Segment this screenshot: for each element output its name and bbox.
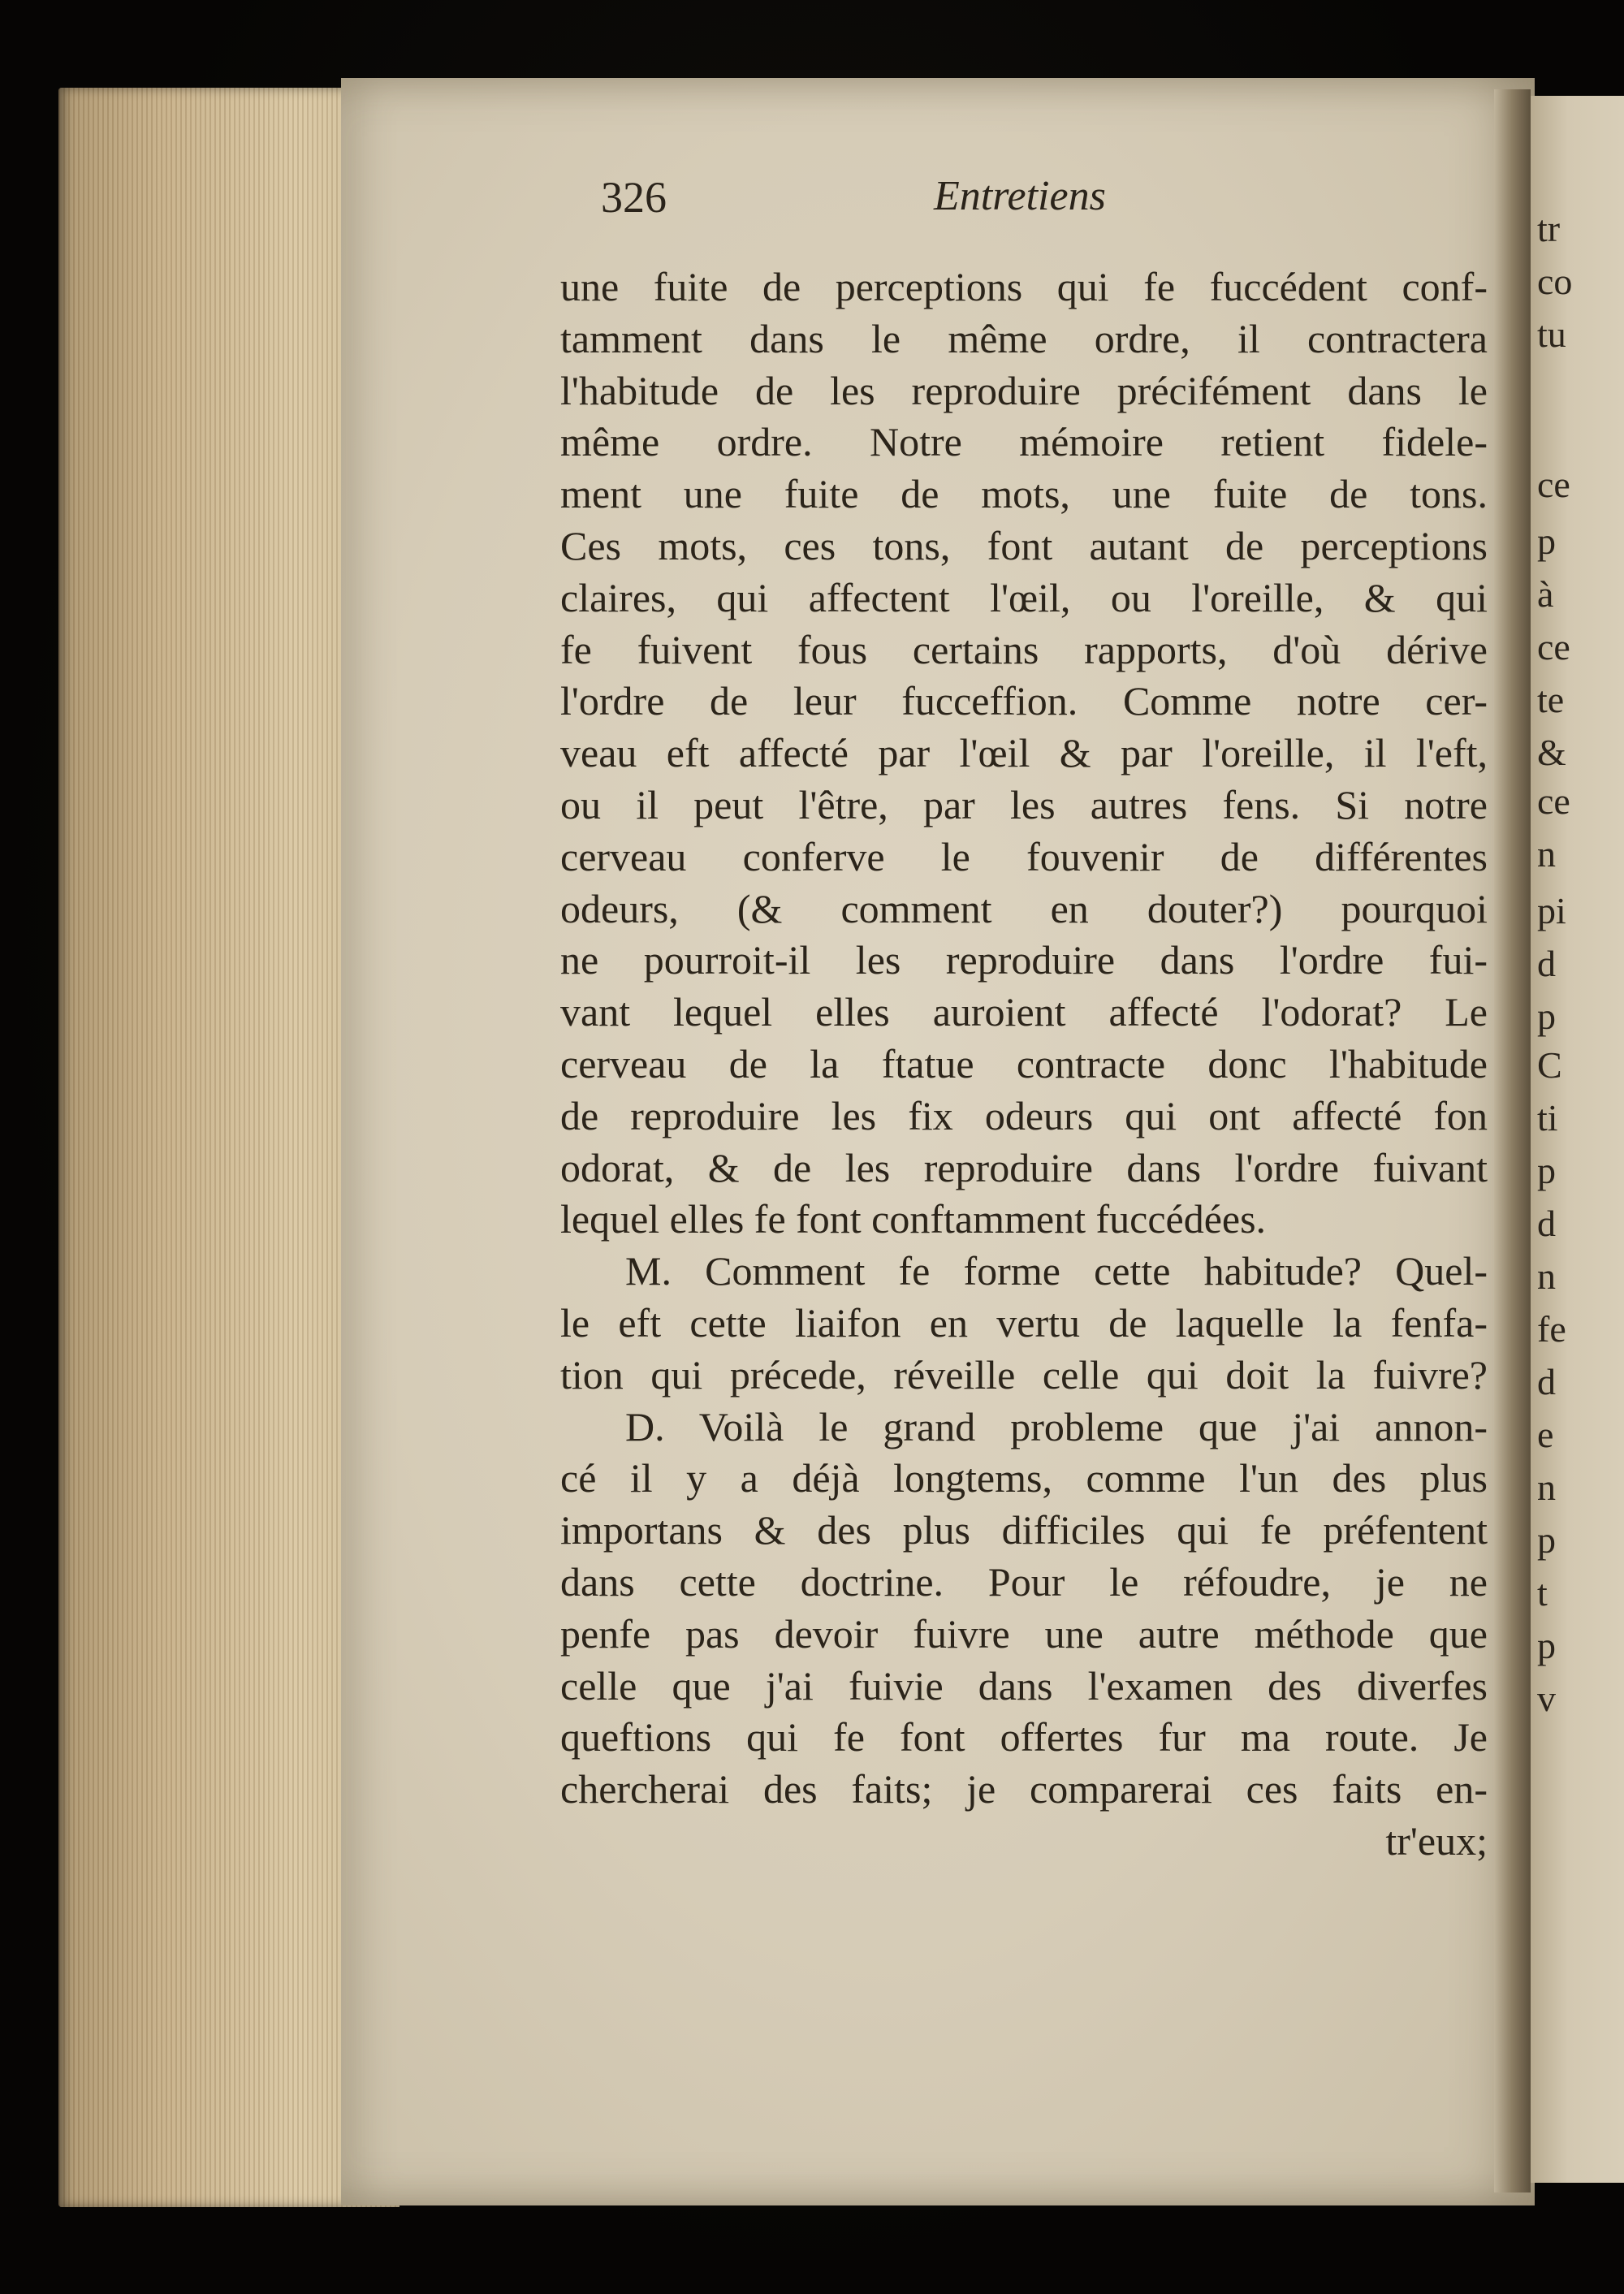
facing-page-fragment: p (1537, 1519, 1556, 1561)
text-line: même ordre. Notre mémoire retient fidele- (560, 419, 1488, 465)
facing-page-fragment: & (1537, 732, 1566, 773)
facing-page-fragment: tu (1537, 313, 1566, 355)
text-line: cé il y a déjà longtems, comme l'un des plus (560, 1455, 1488, 1501)
text-line: queftions qui fe font offertes fur ma route. Je (560, 1714, 1488, 1760)
facing-page-fragment: tr (1537, 208, 1561, 249)
facing-page-fragment: ce (1537, 464, 1570, 505)
text-line: penfe pas devoir fuivre une autre méthode que (560, 1610, 1488, 1657)
text-line: cerveau de la ftatue contracte donc l'habitude (560, 1040, 1488, 1087)
text-line: le eft cette liaifon en vertu de laquelle la fenfa- (560, 1299, 1488, 1346)
facing-page-fragment: t (1537, 1572, 1548, 1614)
text-line: l'ordre de leur fucceffion. Comme notre cer- (560, 678, 1488, 724)
facing-page-fragment: p (1537, 1625, 1556, 1666)
facing-page-fragment: ce (1537, 780, 1570, 822)
facing-page-fragment: p (1537, 521, 1556, 562)
text-line: vant lequel elles auroient affecté l'odorat? Le (560, 989, 1488, 1035)
text-line: M. Comment fe forme cette habitude? Quel- (625, 1248, 1488, 1294)
facing-page-fragment: v (1537, 1678, 1556, 1719)
text-line: lequel elles fe font conftamment fuccédées. (560, 1196, 1267, 1242)
facing-page-fragment: p (1537, 996, 1556, 1037)
facing-page-fragment: e (1537, 1414, 1554, 1455)
facing-page-fragment: n (1537, 1467, 1556, 1508)
facing-page-fragment: C (1537, 1044, 1562, 1086)
text-line: tion qui précede, réveille celle qui doit la fuivre? (560, 1351, 1488, 1398)
text-line: tamment dans le même ordre, il contractera (560, 315, 1488, 361)
text-line: Ces mots, ces tons, font autant de perceptions (560, 522, 1488, 568)
text-line: de reproduire les fix odeurs qui ont affecté fon (560, 1092, 1488, 1138)
text-line: une fuite de perceptions qui fe fuccédent conf- (560, 264, 1488, 309)
text-line: claires, qui affectent l'œil, ou l'oreille, & qui (560, 574, 1488, 620)
text-line: D. Voilà le grand probleme que j'ai annon- (625, 1403, 1488, 1449)
text-line: odeurs, (& comment en douter?) pourquoi (560, 885, 1488, 931)
text-line: dans cette doctrine. Pour le réfoudre, je ne (560, 1558, 1488, 1605)
text-line: veau eft affecté par l'œil & par l'oreille, il l'eft, (560, 730, 1488, 776)
text-line: importans & des plus difficiles qui fe préfentent (560, 1507, 1488, 1553)
facing-page-fragment: ti (1537, 1097, 1558, 1138)
facing-page-fragment: p (1537, 1150, 1556, 1191)
text-line: ment une fuite de mots, une fuite de tons. (560, 471, 1488, 517)
facing-page-fragment: d (1537, 1203, 1556, 1244)
catchword: tr'eux; (1385, 1817, 1488, 1864)
facing-page-fragment: d (1537, 943, 1556, 984)
text-line: ou il peut l'être, par les autres fens. Si notre (560, 781, 1488, 827)
body-text (560, 261, 1488, 1868)
facing-page-fragment: n (1537, 1255, 1556, 1297)
text-line: fe fuivent fous certains rapports, d'où dérive (560, 626, 1488, 672)
facing-page-fragment: à (1537, 573, 1554, 615)
facing-page-fragment: fe (1537, 1308, 1566, 1350)
running-title: Entretiens (934, 173, 1106, 219)
page-gutter (1494, 89, 1531, 2192)
text-line: chercherai des faits; je comparerai ces faits en- (560, 1766, 1488, 1812)
facing-page-fragment: te (1537, 679, 1565, 720)
facing-page (1531, 96, 1624, 2183)
facing-page-fragment: co (1537, 261, 1573, 302)
text-line: cerveau conferve le fouvenir de différentes (560, 833, 1488, 879)
text-line: celle que j'ai fuivie dans l'examen des diverfes (560, 1662, 1488, 1709)
text-line: l'habitude de les reproduire précifément dans le (560, 367, 1488, 413)
facing-page-fragment: ce (1537, 626, 1570, 667)
facing-page-fragment: n (1537, 833, 1556, 875)
page-number: 326 (601, 173, 667, 222)
facing-page-fragment: d (1537, 1361, 1556, 1402)
text-line: odorat, & de les reproduire dans l'ordre fuivant (560, 1144, 1488, 1190)
facing-page-fragment: pi (1537, 890, 1566, 931)
text-line: ne pourroit-il les reproduire dans l'ordre fui- (560, 937, 1488, 983)
